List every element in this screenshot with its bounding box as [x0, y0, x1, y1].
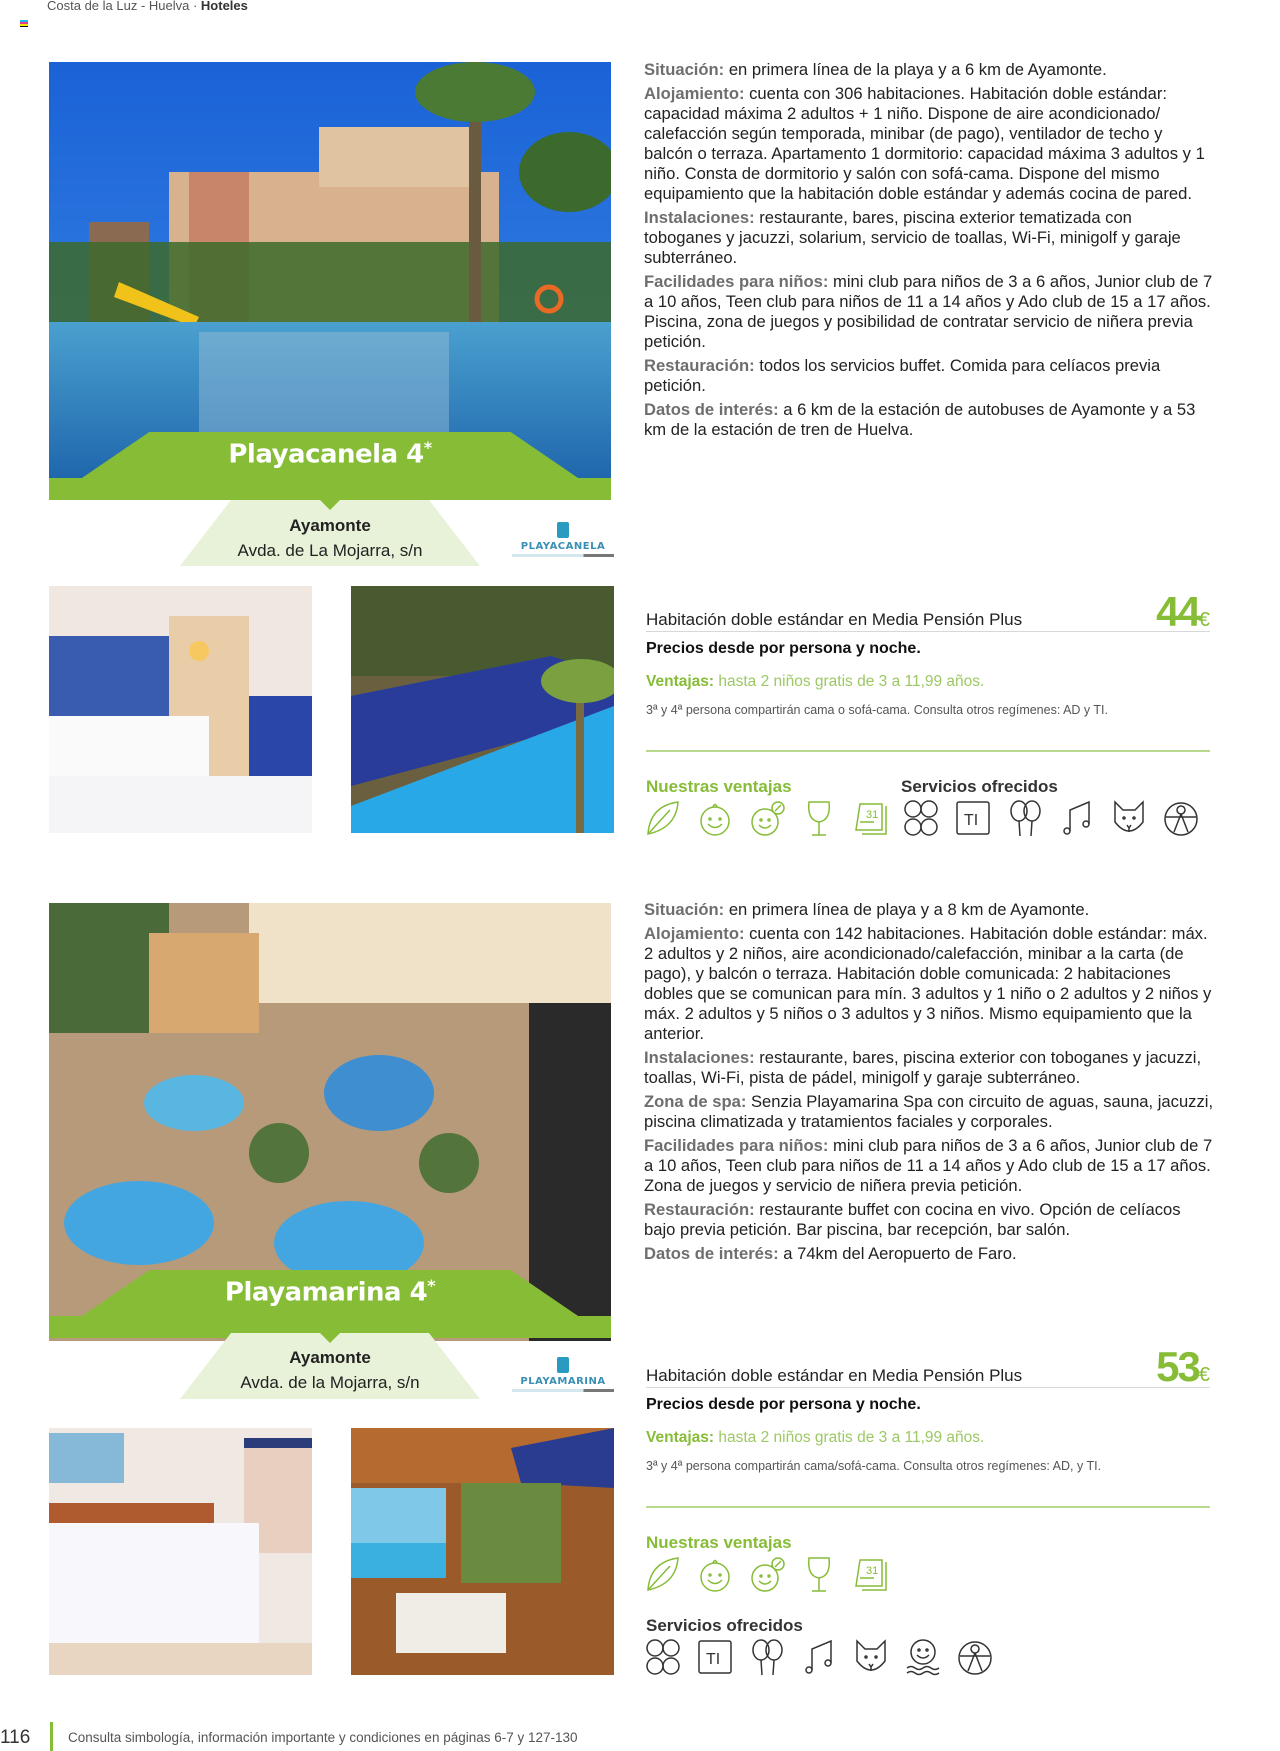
footer-divider: [50, 1722, 53, 1751]
desc-facilidades-ninos: Facilidades para niños: mini club para niños de 3 a 6 años, Junior club de 7 a 10 años, Teen club para niños de 11 a 14 años y Ado club de 15 a 17 años. Zona de juegos y servicio de niñera previa petición.: [644, 1136, 1213, 1195]
terrace-photo: [351, 1428, 614, 1675]
offer-room-type: Habitación doble estándar en Media Pensión Plus: [646, 610, 1023, 629]
desc-datos-interes: Datos de interés: a 74km del Aeropuerto de Faro.: [644, 1244, 1017, 1263]
desc-restauracion: Restauración: todos los servicios buffet. Comida para celíacos previa petición.: [644, 356, 1161, 395]
servicios-title: Servicios ofrecidos: [646, 1616, 803, 1635]
ventajas-icons: [644, 1554, 890, 1594]
desc-alojamiento: Alojamiento: cuenta con 306 habitaciones. Habitación doble estándar: capacidad máxima 2 adultos + 1 niño. Dispone de aire acondicionado/ calefacción según temporada, minibar (de pago), ventilador de techo y balcón o terraza. Apartamento 1 dormitorio: capacidad máxima 3 adultos y 1 niño. Consta de dormitorio y salón con sofá-cama. Dispone del mismo equipamiento que la habitación doble estándar y además cocina de pared.: [644, 84, 1205, 203]
accessibility-icon: [1162, 798, 1200, 838]
room-photo: [49, 586, 312, 833]
child-discount-icon: [748, 1554, 786, 1594]
kids-club-icon: [644, 1637, 682, 1677]
pool-deck-photo: [351, 586, 614, 833]
offer-advantages: Ventajas: hasta 2 niños gratis de 3 a 11,99 años.: [646, 673, 985, 690]
wine-glass-icon: [800, 798, 838, 838]
servicios-icons: [902, 798, 1200, 838]
wine-glass-icon: [800, 1554, 838, 1594]
desc-restauracion: Restauración: restaurante buffet con cocina en vivo. Opción de celíacos bajo previa petición. Bar piscina, bar recepción, bar salón.: [644, 1200, 1181, 1239]
child-discount-icon: [748, 798, 786, 838]
divider: [646, 1387, 1210, 1388]
pet-dog-icon: [1110, 798, 1148, 838]
calendar-31-icon: [852, 1554, 890, 1594]
leaf-icon: [644, 798, 682, 838]
child-face-icon: [696, 798, 734, 838]
offer-subtitle: Precios desde por persona y noche.: [646, 640, 921, 657]
divider: [646, 750, 1210, 752]
hotel-city: Ayamonte: [289, 516, 371, 535]
breadcrumb-section: Hoteles: [200, 0, 248, 13]
divider: [646, 631, 1210, 632]
accessibility-icon: [956, 1637, 994, 1677]
music-note-icon: [1058, 798, 1096, 838]
svg-text:TI: TI: [706, 1651, 721, 1668]
hotel-address: Avda. de La Mojarra, s/n: [237, 541, 423, 560]
desc-situacion: Situación: en primera línea de playa y a 8 km de Ayamonte.: [644, 900, 1090, 919]
print-color-mark-icon: [20, 20, 28, 27]
offer-note: 3ª y 4ª persona compartirán cama/sofá-cama. Consulta otros regímenes: AD, y TI.: [646, 1459, 1102, 1473]
kids-club-icon: [902, 798, 940, 838]
room-photo: [49, 1428, 312, 1675]
logo-mark-icon: [557, 1357, 569, 1373]
svg-text:TI: TI: [964, 812, 979, 829]
price: 53€: [1156, 1343, 1210, 1390]
leaf-icon: [644, 1554, 682, 1594]
spa-icon: [904, 1637, 942, 1677]
desc-datos-interes: Datos de interés: a 6 km de la estación de autobuses de Ayamonte y a 53 km de la estación de tren de Huelva.: [644, 400, 1196, 439]
page-number: 116: [0, 1727, 31, 1748]
child-face-icon: [696, 1554, 734, 1594]
offer-advantages: Ventajas: hasta 2 niños gratis de 3 a 11,99 años.: [646, 1429, 985, 1446]
hotel-description: [644, 60, 1214, 444]
pet-dog-icon: [852, 1637, 890, 1677]
balloons-icon: [1006, 798, 1044, 838]
hotel-name: Playamarina 4*: [224, 1276, 436, 1308]
music-note-icon: [800, 1637, 838, 1677]
servicios-title: Servicios ofrecidos: [901, 777, 1058, 796]
logo-mark-icon: [557, 522, 569, 538]
price: 44€: [1156, 588, 1210, 635]
svg-text:31: 31: [866, 809, 879, 821]
svg-text:31: 31: [866, 1565, 879, 1577]
desc-instalaciones: Instalaciones: restaurante, bares, piscina exterior con toboganes y jacuzzi, toallas, Wi-Fi, pista de pádel, minigolf y garaje subterráneo.: [644, 1048, 1202, 1087]
footer-note: Consulta simbología, información importante y condiciones en páginas 6-7 y 127-130: [68, 1730, 578, 1745]
offer-room-type: Habitación doble estándar en Media Pensión Plus: [646, 1366, 1023, 1385]
banner-pointer: [320, 1333, 340, 1343]
desc-instalaciones: Instalaciones: restaurante, bares, piscina exterior tematizada con toboganes y jacuzzi, solarium, servicio de toallas, Wi-Fi, minigolf y garaje subterráneo.: [644, 208, 1181, 267]
all-inclusive-ti-icon: [954, 798, 992, 838]
hotel-logo: PLAYAMARINA: [512, 1357, 614, 1401]
desc-alojamiento: Alojamiento: cuenta con 142 habitaciones. Habitación doble estándar: máx. 2 adultos y 2 niños, aire acondicionado/calefacción, minibar a la carta (de pago), y balcón o terraza. Habitación doble comunicada: 2 habitaciones dobles que se comunican para mín. 3 adultos y 1 niño o 2 adultos y 2 niños y máx. 2 adultos y 5 niños o 3 adultos y 3 niños. Mismo equipamiento que la anterior.: [644, 924, 1212, 1043]
servicios-icons: [644, 1637, 994, 1677]
calendar-31-icon: [852, 798, 890, 838]
hotel-description: [644, 900, 1214, 1268]
offer-subtitle: Precios desde por persona y noche.: [646, 1396, 921, 1413]
desc-facilidades-ninos: Facilidades para niños: mini club para niños de 3 a 6 años, Junior club de 7 a 10 años, Teen club para niños de 11 a 14 años y Ado club de 15 a 17 años. Piscina, zona de juegos y posibilidad de contratar servicio de niñera previa petición.: [644, 272, 1213, 351]
ventajas-title: Nuestras ventajas: [646, 777, 792, 796]
divider: [646, 1506, 1210, 1508]
offer-note: 3ª y 4ª persona compartirán cama o sofá-cama. Consulta otros regímenes: AD y TI.: [646, 703, 1109, 717]
breadcrumb: [47, 0, 248, 13]
desc-zona-spa: Zona de spa: Senzia Playamarina Spa con circuito de aguas, sauna, jacuzzi, piscina climatizada y tratamientos faciales y corporales.: [644, 1092, 1214, 1131]
hotel-name-banner: [49, 432, 611, 500]
desc-situacion: Situación: en primera línea de la playa y a 6 km de Ayamonte.: [644, 60, 1107, 79]
all-inclusive-ti-icon: [696, 1637, 734, 1677]
hotel-name-banner: [49, 1270, 611, 1338]
hotel-city: Ayamonte: [289, 1348, 371, 1367]
hotel-address: Avda. de la Mojarra, s/n: [240, 1373, 420, 1392]
hotel-name: Playacanela 4*: [228, 438, 432, 470]
hotel-logo: PLAYACANELA: [512, 522, 614, 566]
breadcrumb-region: Costa de la Luz - Huelva ·: [47, 0, 201, 13]
ventajas-icons: [644, 798, 890, 838]
ventajas-title: Nuestras ventajas: [646, 1533, 792, 1552]
banner-pointer: [320, 500, 340, 510]
balloons-icon: [748, 1637, 786, 1677]
